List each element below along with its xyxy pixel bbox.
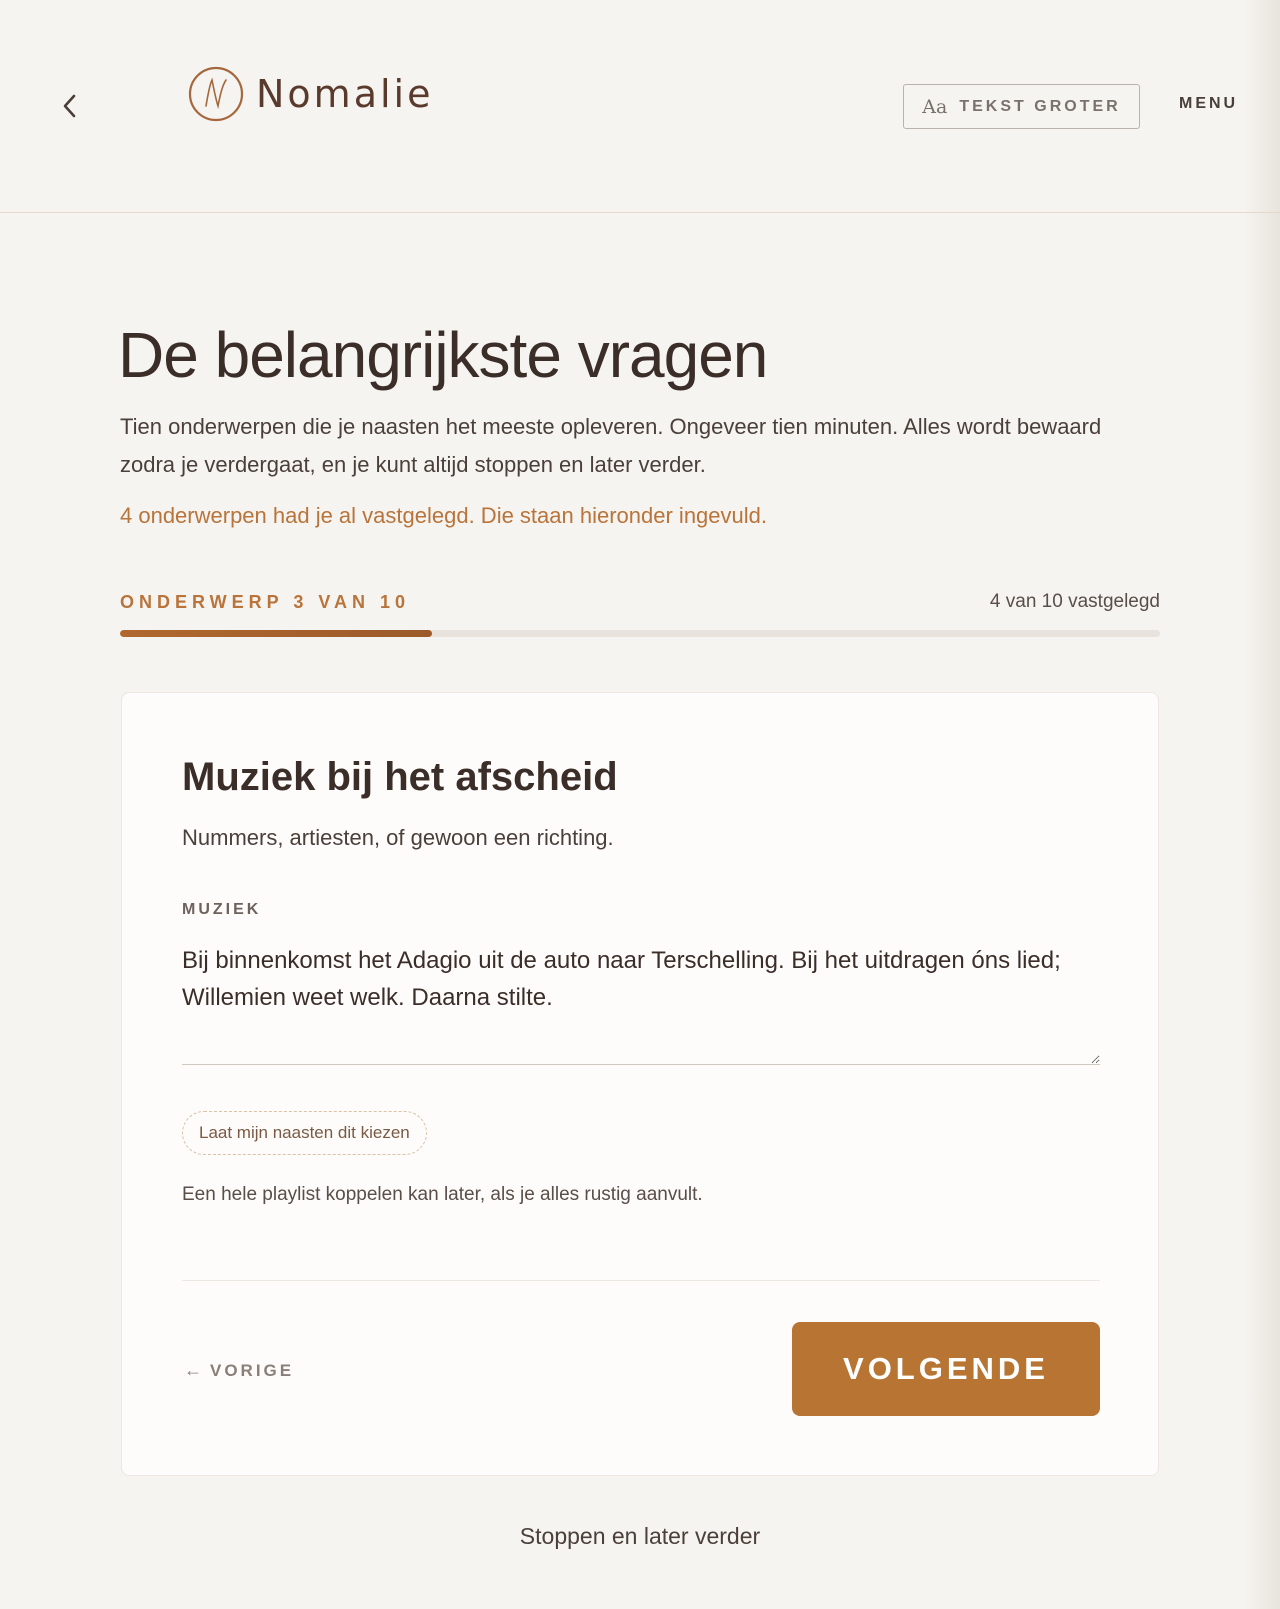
back-button[interactable] [56,90,84,122]
field-label: MUZIEK [182,901,262,918]
text-size-icon: Aa [922,95,948,118]
delegate-choice-button[interactable]: Laat mijn naasten dit kiezen [182,1111,427,1155]
card-divider [182,1280,1100,1281]
chevron-left-icon [61,92,79,120]
next-button[interactable]: VOLGENDE [792,1322,1100,1416]
page-title: De belangrijkste vragen [118,319,768,391]
music-answer-field[interactable] [182,942,1100,1065]
stop-later-link[interactable]: Stoppen en later verder [519,1523,761,1549]
text-size-button[interactable] [903,84,1140,129]
playlist-hint: Een hele playlist koppelen kan later, als je alles rustig aanvult. [182,1184,703,1205]
arrow-left-icon: ← [184,1360,202,1380]
brand-name: Nomalie [256,72,434,116]
progress-bar [120,630,1160,637]
logo-mark-icon [188,66,244,122]
top-header [0,0,1280,213]
text-size-label: TEKST GROTER [959,97,1121,115]
page-edge-shade [1244,0,1280,1609]
topic-title: Muziek bij het afscheid [182,755,618,799]
progress-count: 4 van 10 vastgelegd [989,591,1160,612]
menu-button[interactable]: MENU [1179,95,1239,112]
previous-button[interactable] [184,1360,294,1381]
progress-step-label: ONDERWERP 3 VAN 10 [120,592,411,612]
question-card [121,692,1159,1476]
brand-logo[interactable] [188,66,433,122]
previous-label: VORIGE [210,1360,295,1380]
intro-description: Tien onderwerpen die je naasten het meeste opleveren. Ongeveer tien minuten. Alles wordt bewaard zodra je verdergaat, en je kunt altijd stoppen en later verder. [120,414,1102,477]
topic-subtitle: Nummers, artiesten, of gewoon een richting. [182,825,614,850]
progress-bar-fill [120,630,432,637]
saved-notice: 4 onderwerpen had je al vastgelegd. Die staan hieronder ingevuld. [120,503,767,528]
